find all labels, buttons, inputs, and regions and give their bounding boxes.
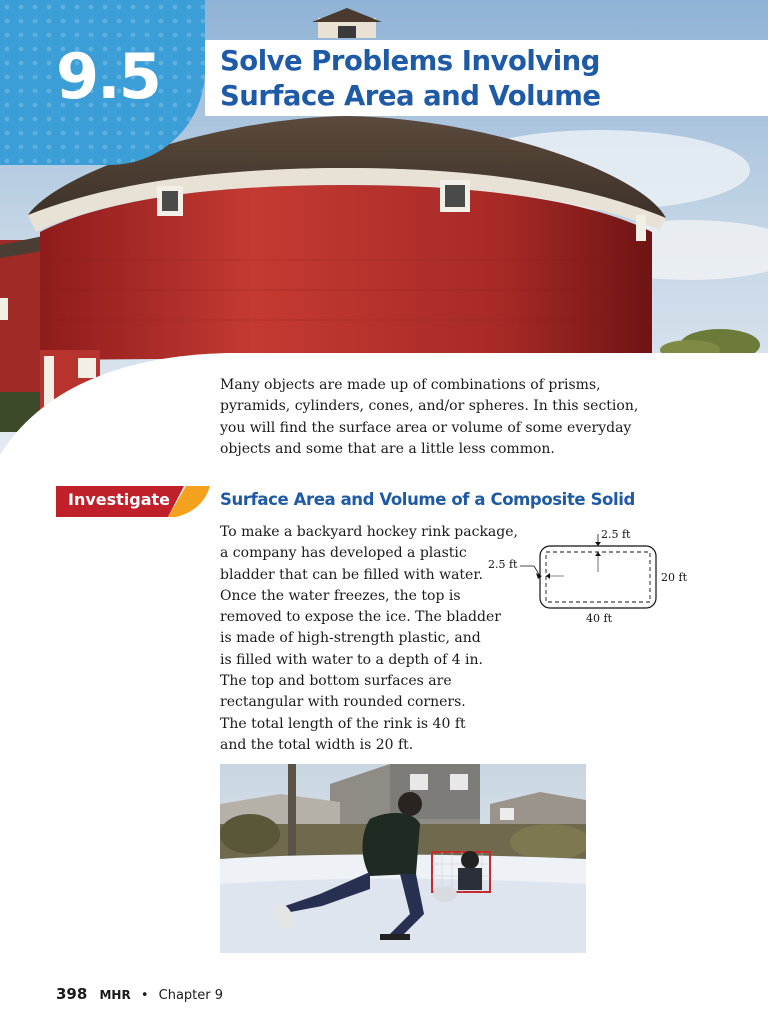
- footer-publisher: MHR: [99, 988, 131, 1002]
- investigate-heading: Surface Area and Volume of a Composite Solid: [220, 490, 635, 509]
- problem-line: To make a backyard hockey rink package,: [220, 524, 518, 540]
- problem-line: bladder that can be filled with water.: [220, 566, 483, 583]
- footer-bullet: •: [140, 988, 149, 1003]
- footer-chapter: Chapter 9: [158, 988, 224, 1003]
- length-label: 40 ft: [586, 612, 612, 625]
- problem-line: The top and bottom surfaces are: [220, 673, 452, 690]
- problem-line: and the total width is 20 ft.: [220, 736, 414, 753]
- problem-line: rectangular with rounded corners.: [220, 694, 466, 711]
- hockey-photo: [220, 764, 586, 953]
- page-title: [220, 44, 601, 114]
- rink-diagram: [480, 520, 700, 630]
- problem-line: is filled with water to a depth of 4 in.: [220, 651, 484, 668]
- problem-line: is made of high-strength plastic, and: [220, 630, 481, 647]
- page-title-line-2: Surface Area and Volume: [220, 80, 601, 112]
- page-number: 398: [56, 985, 88, 1003]
- problem-line: removed to expose the ice. The bladder: [220, 609, 501, 626]
- problem-text: [220, 522, 518, 756]
- problem-line: a company has developed a plastic: [220, 545, 467, 562]
- section-number: 9.5: [56, 40, 160, 113]
- width-label: 20 ft: [661, 571, 687, 584]
- problem-line: Once the water freezes, the top is: [220, 587, 461, 604]
- corner-left-label: 2.5 ft: [488, 558, 518, 571]
- corner-top-label: 2.5 ft: [601, 528, 631, 541]
- page-footer: [56, 985, 223, 1003]
- investigate-label: Investigate: [68, 490, 171, 509]
- problem-line: The total length of the rink is 40 ft: [220, 715, 466, 732]
- page-title-line-1: Solve Problems Involving: [220, 45, 600, 77]
- intro-paragraph: Many objects are made up of combinations of prisms, pyramids, cylinders, cones, and/or spheres. In this section, you will find the surface area or volume of some everyday objects and some that are a little less common.: [220, 377, 639, 457]
